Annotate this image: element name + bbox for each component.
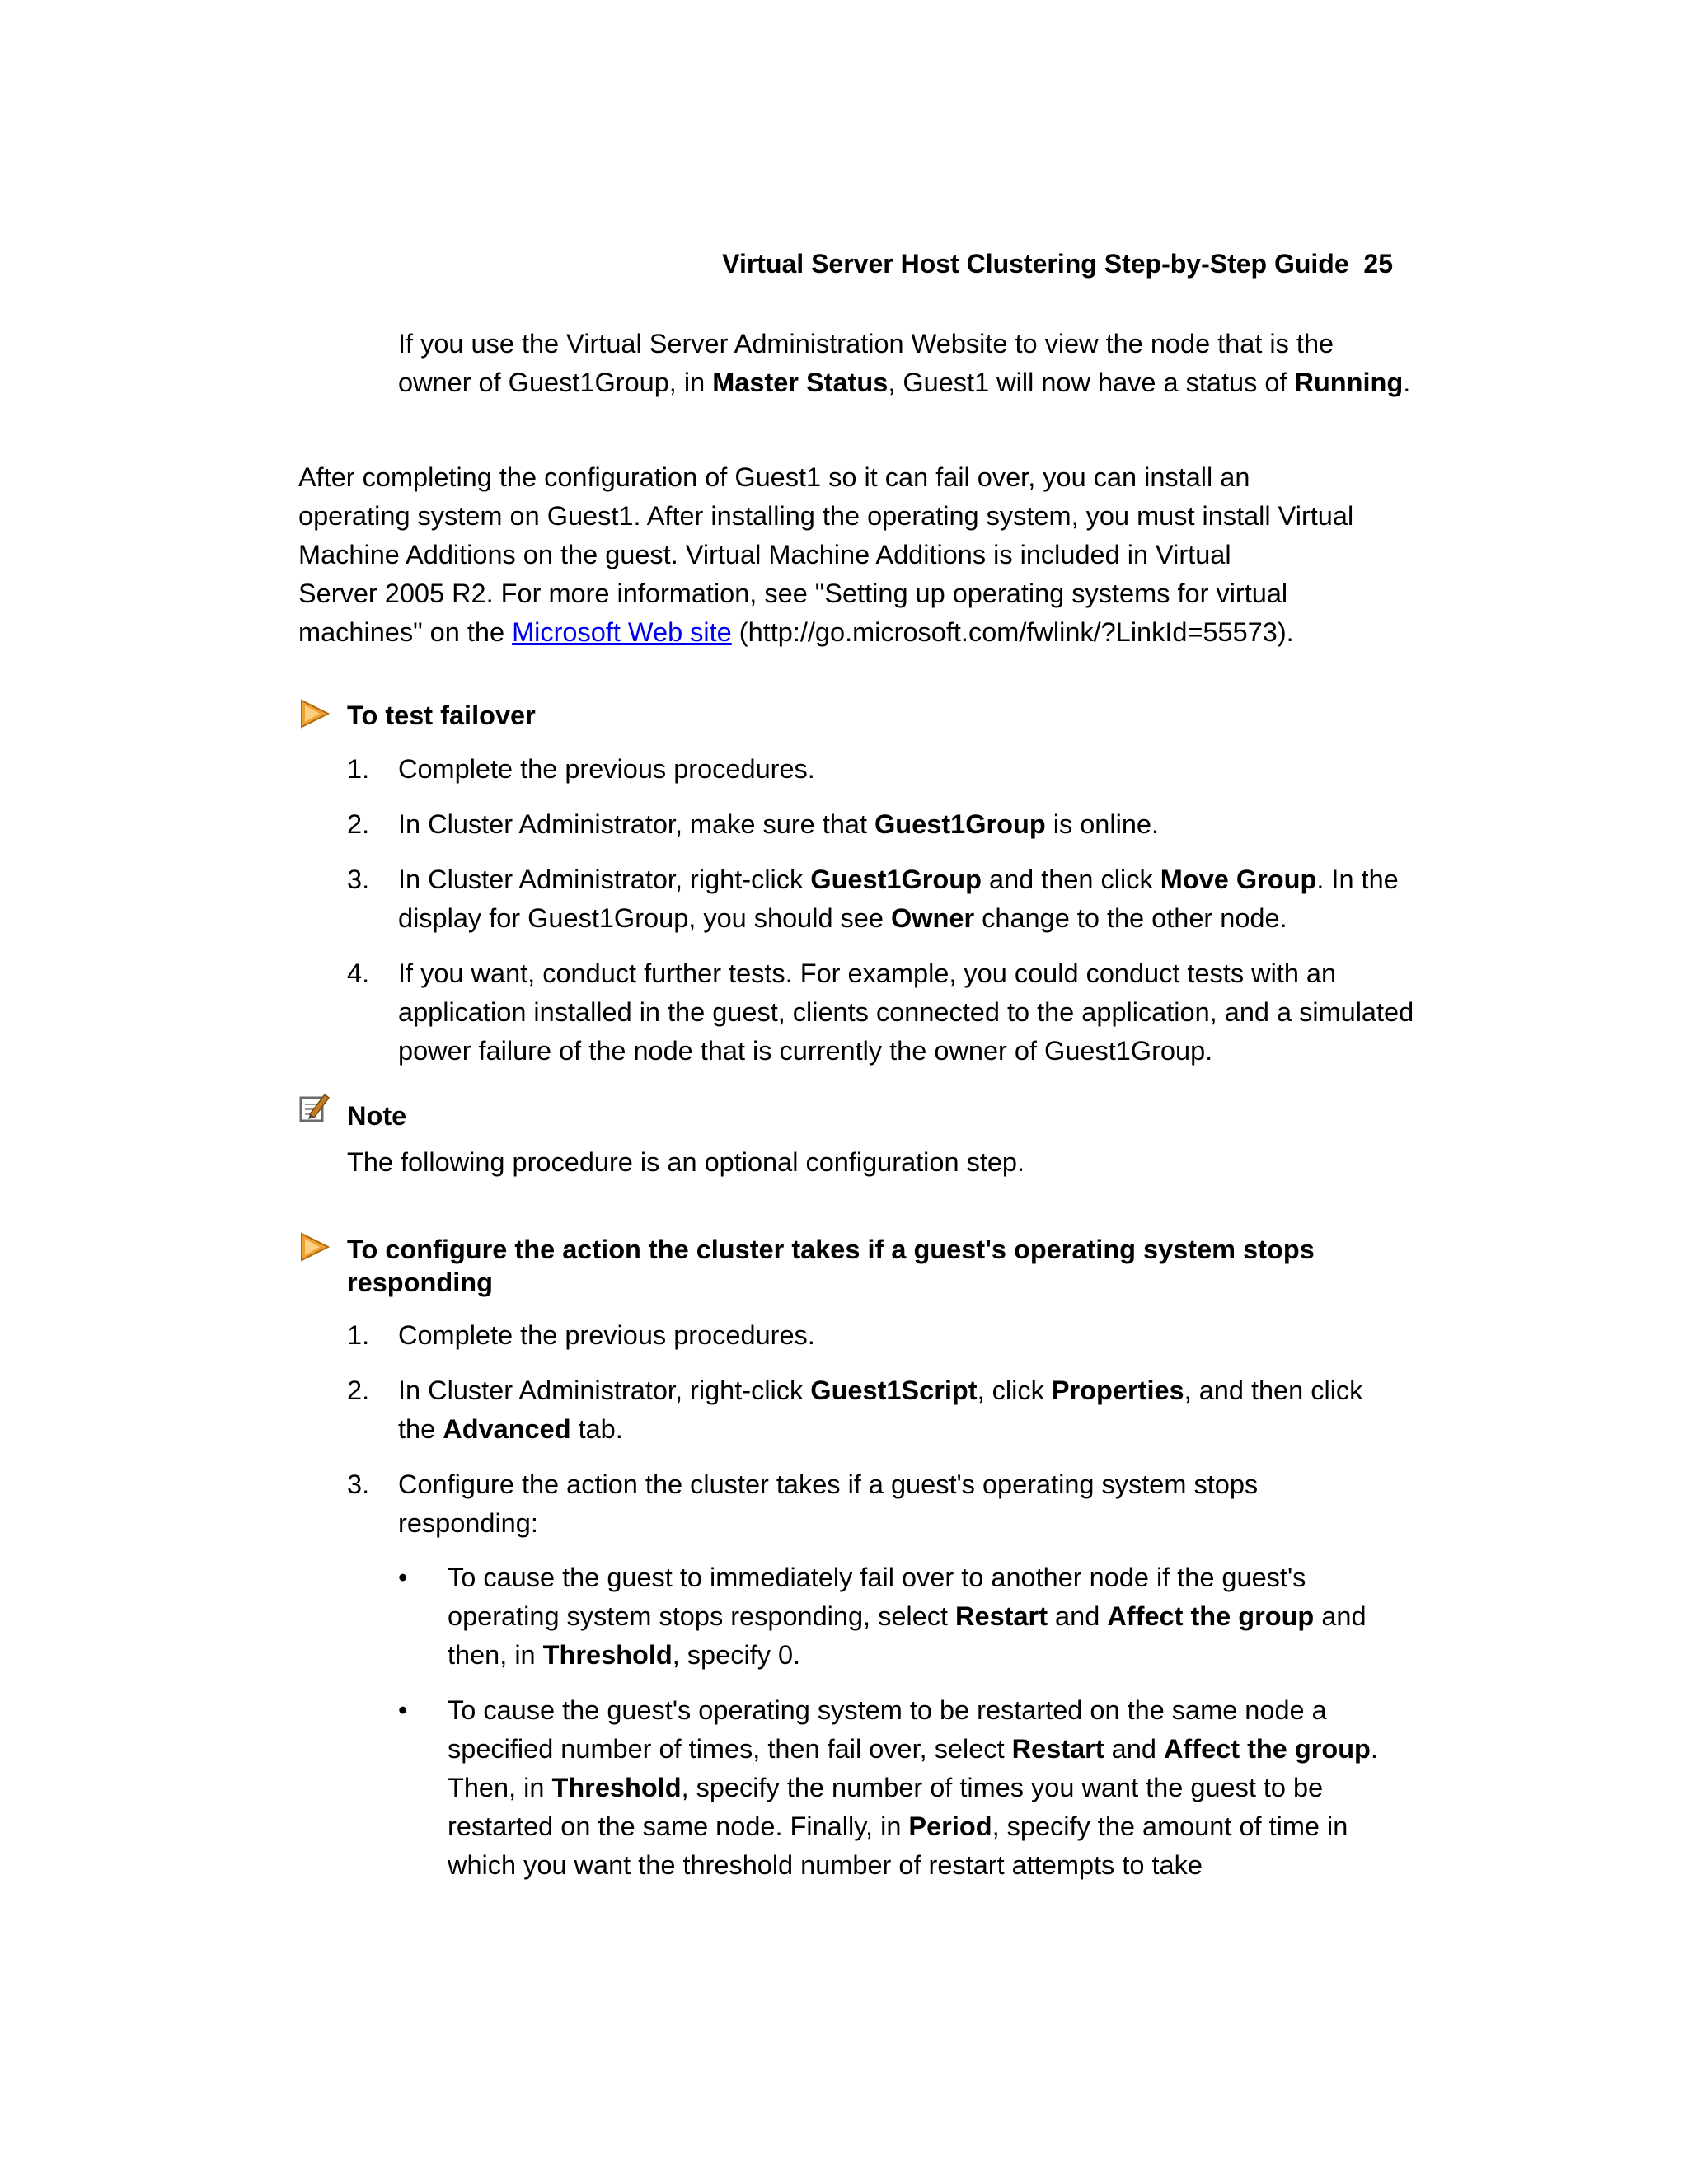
text-run: If you use the Virtual Server Administration Website to view the node that is the owner of Guest1Group, in [398, 329, 1334, 397]
ui-term: Guest1Group [874, 809, 1046, 839]
text-run: Complete the previous procedures. [398, 754, 815, 784]
step-text [398, 805, 1420, 844]
step-text [398, 750, 1420, 789]
ui-term: Restart [955, 1601, 1048, 1631]
step-text [398, 1371, 1371, 1449]
step-number: 4. [347, 958, 370, 988]
text-run: In Cluster Administrator, right-click [398, 865, 811, 894]
ui-term: Restart [1011, 1734, 1104, 1764]
step-text [398, 1465, 1354, 1543]
text-run: tab. [570, 1414, 623, 1444]
text-run: . [1403, 368, 1411, 397]
ui-term: Move Group [1160, 865, 1317, 894]
bullet-marker: • [398, 1563, 408, 1592]
header-title: Virtual Server Host Clustering Step-by-Step Guide [722, 249, 1349, 279]
text-line: After completing the configuration of Guest1 so it can fail over, you can install an [298, 462, 1250, 492]
bullet-marker: • [398, 1695, 408, 1725]
text-run: To cause the guest to immediately fail over to another node if the guest's operating system stops responding, select [448, 1563, 1306, 1631]
ui-term: Threshold [542, 1640, 673, 1670]
procedure-title-test-failover: To test failover [347, 701, 536, 730]
text-run: and [1104, 1734, 1164, 1764]
step-text [398, 954, 1420, 1071]
ui-term: Affect the group [1107, 1601, 1315, 1631]
ui-term-running: Running [1294, 368, 1404, 397]
text-run: change to the other node. [974, 903, 1287, 933]
step-number: 2. [347, 809, 370, 839]
text-run: is online. [1045, 809, 1160, 839]
procedure-arrow-icon [298, 1230, 331, 1263]
text-run: , specify 0. [672, 1640, 801, 1670]
text-run: , Guest1 will now have a status of [888, 368, 1295, 397]
text-line [298, 613, 1419, 652]
text-line: operating system on Guest1. After installing the operating system, you must install Virtual [298, 501, 1354, 531]
text-run: To cause the guest's operating system to be restarted on the same node a specified number of times, then fail over, select [448, 1695, 1327, 1764]
ui-term: Advanced [443, 1414, 571, 1444]
procedure-title-configure-action [347, 1233, 1435, 1299]
text-run: and then click [981, 865, 1160, 894]
text-run: Complete the previous procedures. [398, 1320, 815, 1350]
text-line: Machine Additions on the guest. Virtual Machine Additions is included in Virtual [298, 540, 1231, 569]
text-run: and [1048, 1601, 1108, 1631]
text-run: . In the display for Guest1Group, you should see [398, 865, 1399, 933]
ui-term: Properties [1051, 1376, 1184, 1405]
text-run: , and then click the [398, 1376, 1363, 1444]
ui-term: Owner [890, 903, 975, 933]
text-run: . Then, in [448, 1734, 1378, 1802]
ui-term: Period [908, 1811, 992, 1841]
note-pencil-icon [298, 1091, 330, 1124]
step-text [398, 860, 1420, 938]
ui-term: Guest1Group [810, 865, 982, 894]
bullet-text [448, 1691, 1383, 1885]
text-run: (http://go.microsoft.com/fwlink/?LinkId=55573). [731, 617, 1294, 647]
text-line: Server 2005 R2. For more information, see "Setting up operating systems for virtual [298, 579, 1288, 608]
text-run: , specify the number of times you want the guest to be restarted on the same node. Finally, in [448, 1773, 1324, 1841]
step-number: 1. [347, 754, 370, 784]
text-run: If you want, conduct further tests. For example, you could conduct tests with an application installed in the guest, clients connected to the application, and a simulated power failure of the node that is currently the owner of Guest1Group. [398, 958, 1414, 1066]
step-number: 2. [347, 1376, 370, 1405]
ui-term-master-status: Master Status [712, 368, 889, 397]
text-run: In Cluster Administrator, make sure that [398, 809, 875, 839]
step-number: 1. [347, 1320, 370, 1350]
title-line: responding [347, 1268, 493, 1297]
step-number: 3. [347, 1469, 370, 1499]
text-run: Configure the action the cluster takes if a guest's operating system stops responding: [398, 1469, 1259, 1538]
note-label: Note [347, 1101, 407, 1131]
text-run: , click [977, 1376, 1052, 1405]
text-run: , specify the amount of time in which you want the threshold number of restart attempts to take [448, 1811, 1348, 1880]
ui-term: Affect the group [1163, 1734, 1371, 1764]
note-text: The following procedure is an optional configuration step. [347, 1147, 1025, 1177]
microsoft-web-site-link[interactable]: Microsoft Web site [512, 617, 732, 647]
procedure-arrow-icon [298, 697, 331, 730]
intro-paragraph-2 [298, 458, 1419, 652]
text-run: In Cluster Administrator, right-click [398, 1376, 811, 1405]
running-header [577, 246, 1393, 282]
text-run: and then, in [448, 1601, 1367, 1670]
ui-term: Threshold [551, 1773, 682, 1802]
text-run: machines" on the [298, 617, 513, 647]
step-number: 3. [347, 865, 370, 894]
ui-term: Guest1Script [810, 1376, 978, 1405]
page-number: 25 [1363, 249, 1393, 279]
title-line: To configure the action the cluster takes if a guest's operating system stops [347, 1235, 1315, 1264]
step-text [398, 1316, 1420, 1355]
bullet-text [448, 1558, 1387, 1675]
intro-paragraph-1 [398, 325, 1412, 402]
